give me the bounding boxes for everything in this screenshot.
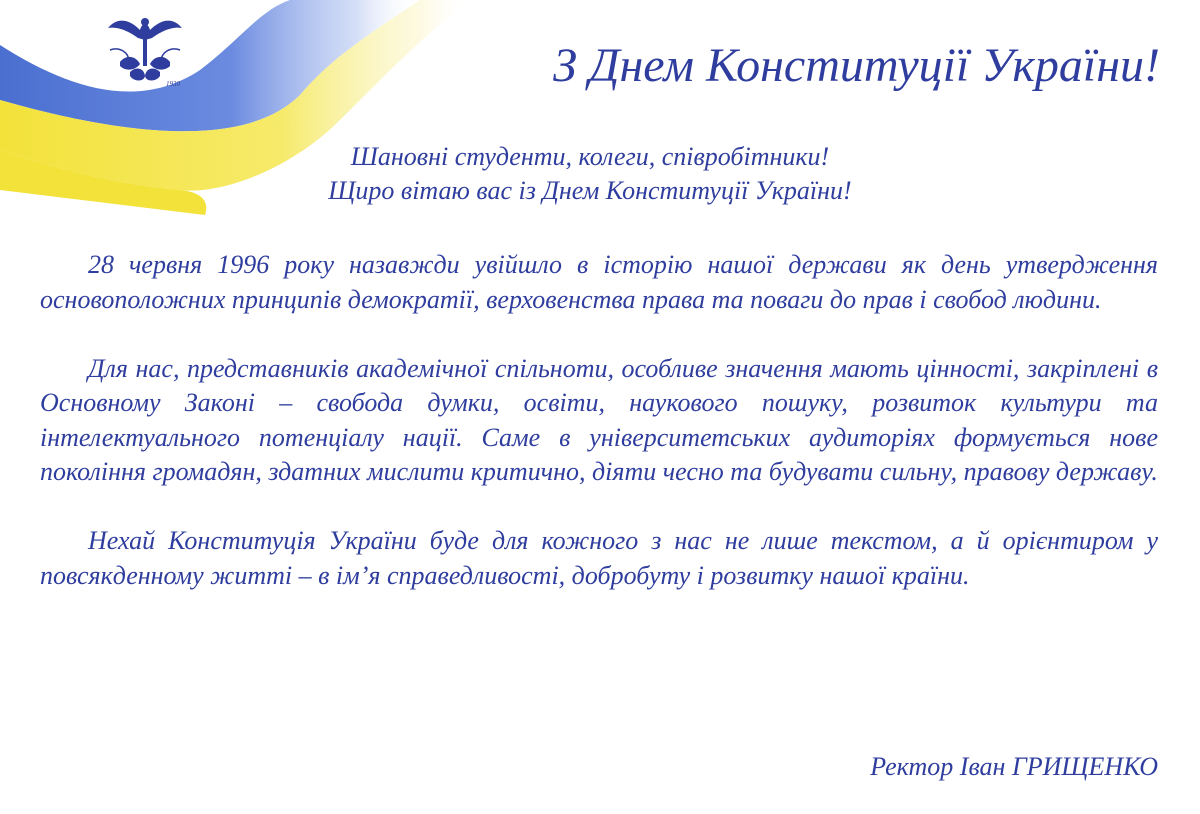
logo-year: 1930 [166,80,180,88]
page-title: З Днем Конституції України! [553,39,1160,92]
paragraph-3: Нехай Конституція України буде для кожного з нас не лише текстом, а й орієнтиром у повсякденному житті – в ім’я справедливості, добробуту і розвитку нашої країни. [40,526,1158,590]
paragraph-1: 28 червня 1996 року назавжди увійшло в історію нашої держави як день утвердження основоположних принципів демократії, верховенства права та поваги до прав і свобод людини. [40,250,1158,314]
greeting-line-1: Шановні студенти, колеги, співробітники! [350,142,830,171]
paragraph-2: Для нас, представників академічної спільноти, особливе значення мають цінності, закріплені в Основному Законі – свобода думки, освіти, наукового пошуку, розвиток культури та інтелектуального потенціалу нації. Саме в університетських аудиторіях формується нове покоління громадян, здатних мислити критично, діяти чесно та будувати сильну, правову державу. [40,353,1158,486]
greeting-line-2: Щиро вітаю вас із Днем Конституції України! [328,176,852,205]
signature: Ректор Іван ГРИЩЕНКО [870,752,1158,781]
letter-body [40,248,1158,628]
greeting [190,140,990,208]
university-logo [100,10,190,90]
